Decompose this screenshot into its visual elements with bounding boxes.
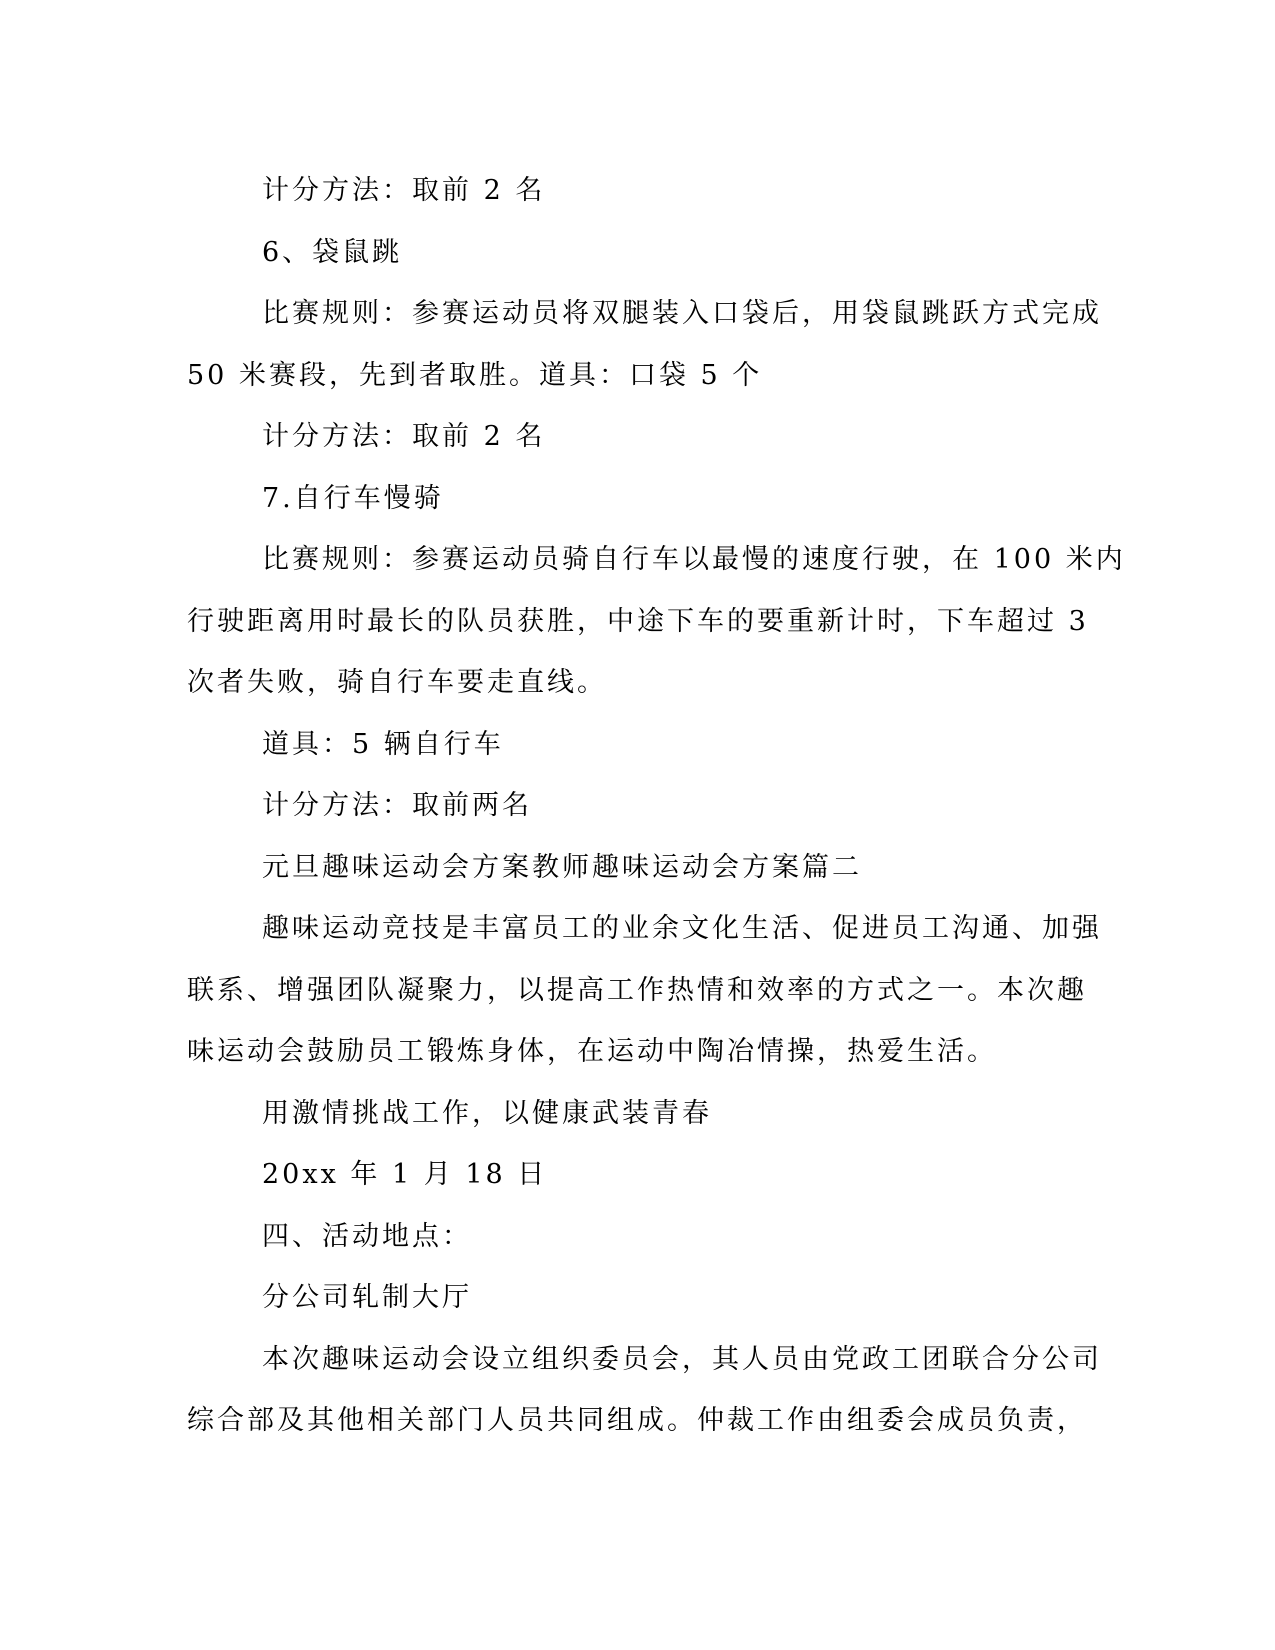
- text-line: 味运动会鼓励员工锻炼身体，在运动中陶冶情操，热爱生活。: [187, 1036, 997, 1067]
- text-line: 分公司轧制大厅: [262, 1282, 472, 1313]
- section-heading: 元旦趣味运动会方案教师趣味运动会方案篇二: [262, 851, 862, 883]
- text-line: 计分方法：取前两名: [262, 790, 532, 821]
- text-line: 道具：5 辆自行车: [262, 728, 504, 760]
- text-line: 比赛规则：参赛运动员骑自行车以最慢的速度行驶，在 100 米内: [262, 544, 1126, 575]
- text-line: 用激情挑战工作，以健康武装青春: [262, 1097, 712, 1129]
- date-line: 20xx 年 1 月 18 日: [262, 1159, 548, 1190]
- text-line: 计分方法：取前 2 名: [262, 421, 546, 452]
- text-line: 计分方法：取前 2 名: [262, 175, 546, 206]
- text-line: 行驶距离用时最长的队员获胜，中途下车的要重新计时，下车超过 3: [187, 605, 1089, 637]
- document-body: [187, 160, 1126, 1452]
- text-line: 50 米赛段，先到者取胜。道具：口袋 5 个: [187, 359, 763, 391]
- text-line: 综合部及其他相关部门人员共同组成。仲裁工作由组委会成员负责，: [187, 1405, 1087, 1436]
- text-line: 联系、增强团队凝聚力，以提高工作热情和效率的方式之一。本次趣: [187, 974, 1087, 1006]
- text-line: 本次趣味运动会设立组织委员会，其人员由党政工团联合分公司: [262, 1343, 1102, 1375]
- text-line: 次者失败，骑自行车要走直线。: [187, 667, 607, 698]
- section-heading: 四、活动地点：: [262, 1220, 472, 1252]
- text-line: 比赛规则：参赛运动员将双腿装入口袋后，用袋鼠跳跃方式完成: [262, 298, 1102, 329]
- text-line: 趣味运动竞技是丰富员工的业余文化生活、促进员工沟通、加强: [262, 913, 1102, 944]
- section-heading: 7.自行车慢骑: [262, 482, 444, 514]
- section-heading: 6、袋鼠跳: [262, 236, 403, 268]
